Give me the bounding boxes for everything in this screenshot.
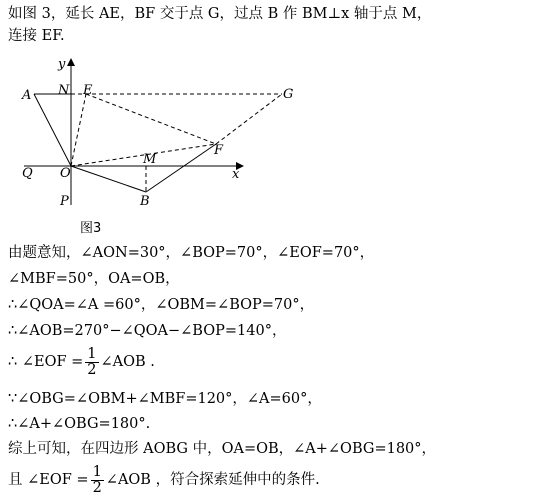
label-y: y xyxy=(58,57,66,72)
solution-line-9 xyxy=(8,464,320,496)
label-x: x xyxy=(232,167,240,182)
solution-line-7: ∴∠A+∠OBG=180°. xyxy=(8,416,151,432)
label-G: G xyxy=(283,87,294,102)
fraction-denominator: 2 xyxy=(87,361,97,378)
solution-line-5 xyxy=(8,346,155,378)
segment-BF xyxy=(146,144,216,192)
solution-line-2: ∠MBF=50°，OA=OB， xyxy=(8,271,180,287)
label-M: M xyxy=(143,152,157,167)
geometry-figure xyxy=(0,52,320,242)
label-N: N xyxy=(58,83,70,98)
line9-suffix: ∠AOB ，符合探索延伸中的条件. xyxy=(105,472,320,488)
intro-line-1: 如图 3，延长 AE，BF 交于点 G，过点 B 作 BM⊥x 轴于点 M， xyxy=(8,6,432,22)
segment-FG xyxy=(216,94,282,144)
label-P: P xyxy=(60,194,69,209)
fraction-numerator-2: 1 xyxy=(92,463,102,480)
fraction-one-half-2 xyxy=(91,465,104,496)
fraction-numerator: 1 xyxy=(87,345,97,362)
line9-prefix: 且 ∠EOF = xyxy=(8,472,89,488)
segment-AO xyxy=(34,94,71,166)
solution-line-1: 由题意知，∠AON=30°，∠BOP=70°，∠EOF=70°， xyxy=(8,245,375,261)
label-E: E xyxy=(83,83,93,98)
segment-OB xyxy=(71,166,146,192)
solution-line-6: ∵∠OBG=∠OBM+∠MBF=120°，∠A=60°， xyxy=(8,391,322,407)
fraction-one-half xyxy=(85,347,98,378)
figure-caption: 图3 xyxy=(80,221,102,236)
segment-OE xyxy=(71,94,86,166)
solution-line-8: 综上可知，在四边形 AOBG 中，OA=OB，∠A+∠OBG=180°， xyxy=(8,441,437,457)
label-B: B xyxy=(140,194,150,209)
label-Q: Q xyxy=(22,166,33,181)
label-O: O xyxy=(60,166,71,181)
solution-line-4: ∴∠AOB=270°−∠QOA−∠BOP=140°， xyxy=(8,323,287,339)
label-A: A xyxy=(22,88,32,103)
line5-prefix: ∴ ∠EOF = xyxy=(8,354,84,370)
label-F: F xyxy=(214,143,224,158)
solution-line-3: ∴∠QOA=∠A =60°，∠OBM=∠BOP=70°， xyxy=(8,297,315,313)
segment-EF xyxy=(86,94,216,144)
intro-line-2: 连接 EF. xyxy=(8,28,65,44)
y-axis-arrow xyxy=(67,58,75,66)
line5-suffix: ∠AOB . xyxy=(100,354,155,370)
fraction-denominator-2: 2 xyxy=(92,479,102,496)
